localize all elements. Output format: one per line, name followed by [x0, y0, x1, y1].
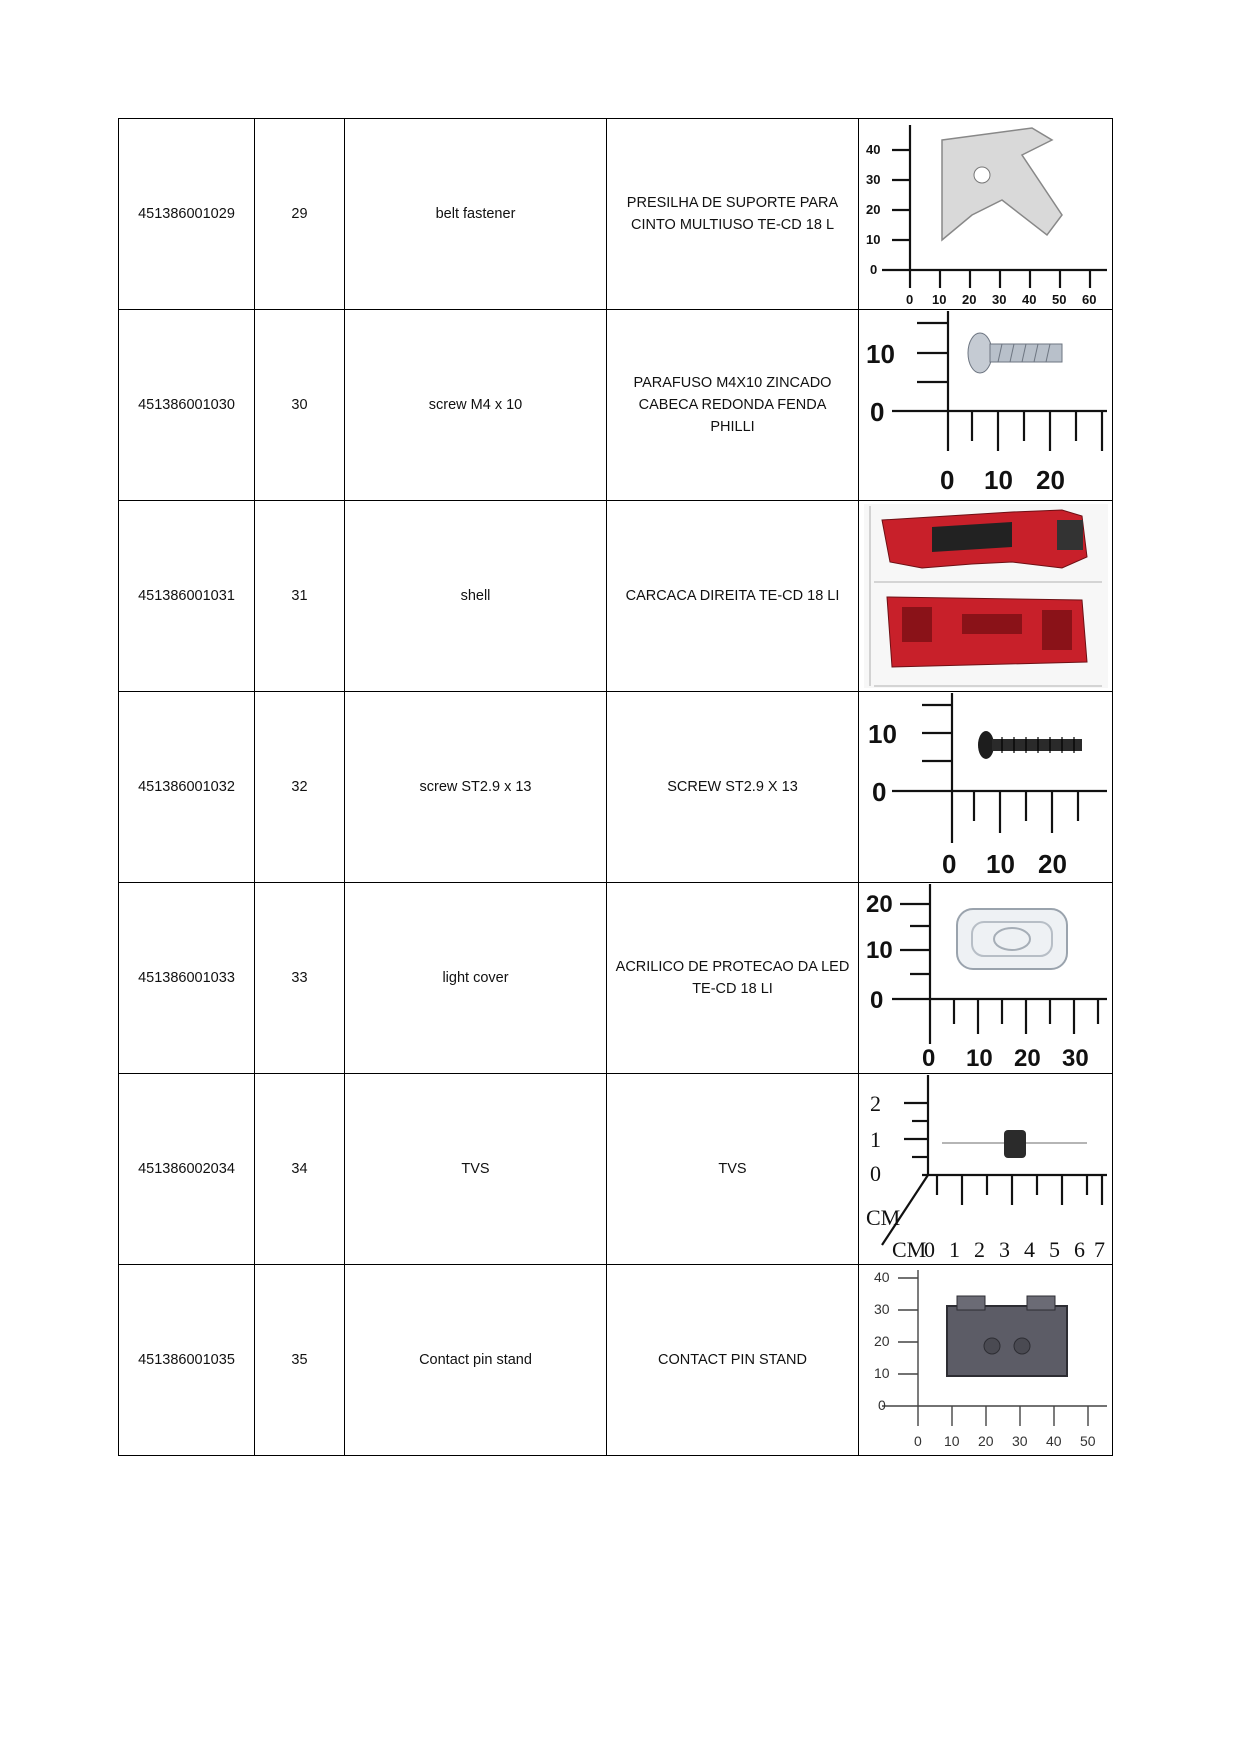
x-tick-label: 20	[961, 292, 976, 307]
parts-table	[118, 118, 1113, 1456]
part-name-en: TVS	[345, 1074, 607, 1265]
table-row	[119, 119, 1113, 310]
item-number: 32	[255, 692, 345, 883]
y-tick-label: 20	[865, 202, 880, 217]
x-tick-label: 30	[991, 292, 1006, 307]
table-row	[119, 501, 1113, 692]
table-row	[119, 692, 1113, 883]
part-name-en: shell	[345, 501, 607, 692]
x-tick-label: 50	[1079, 1433, 1096, 1449]
part-code: 451386001032	[119, 692, 255, 883]
y-tick-label: 0	[869, 1161, 881, 1186]
part-image-cell	[859, 1265, 1113, 1456]
y-tick-label: 20	[873, 1333, 890, 1349]
part-image-cell	[859, 501, 1113, 692]
part-code: 451386002034	[119, 1074, 255, 1265]
part-name-pt: PRESILHA DE SUPORTE PARA CINTO MULTIUSO TE-CD 18 L	[607, 119, 859, 310]
part-name-en: light cover	[345, 883, 607, 1074]
part-code: 451386001035	[119, 1265, 255, 1456]
x-tick-label: 10	[983, 465, 1013, 495]
x-tick-label: 40	[1021, 292, 1036, 307]
x-tick-label: 4	[1023, 1237, 1035, 1262]
lens-photo	[862, 884, 1110, 1072]
y-tick-label: 0	[869, 262, 877, 277]
y-tick-label: 1	[869, 1127, 881, 1152]
item-number: 35	[255, 1265, 345, 1456]
x-tick-label: 5	[1048, 1237, 1060, 1262]
y-tick-label: 0	[869, 397, 884, 427]
x-tick-label: 2	[973, 1237, 985, 1262]
x-tick-label: 0	[921, 1045, 935, 1072]
y-tick-label: 0	[869, 987, 883, 1014]
x-tick-label: 1	[948, 1237, 960, 1262]
y-tick-label: 0	[877, 1397, 886, 1413]
part-name-pt: TVS	[607, 1074, 859, 1265]
item-number: 29	[255, 119, 345, 310]
part-name-pt: CARCACA DIREITA TE-CD 18 LI	[607, 501, 859, 692]
part-code: 451386001031	[119, 501, 255, 692]
part-image-cell	[859, 883, 1113, 1074]
item-number: 30	[255, 310, 345, 501]
x-tick-label: 0	[923, 1237, 935, 1262]
part-code: 451386001033	[119, 883, 255, 1074]
screw-photo	[862, 693, 1110, 881]
x-tick-label: 0	[913, 1433, 922, 1449]
item-number: 33	[255, 883, 345, 1074]
x-tick-label: 7	[1093, 1237, 1105, 1262]
y-tick-label: 30	[865, 172, 880, 187]
part-name-pt: SCREW ST2.9 X 13	[607, 692, 859, 883]
part-name-pt: CONTACT PIN STAND	[607, 1265, 859, 1456]
y-tick-label: 10	[865, 232, 880, 247]
x-tick-label: 20	[977, 1433, 994, 1449]
y-tick-label: 10	[865, 937, 893, 964]
x-tick-label: CM	[891, 1237, 926, 1262]
part-code: 451386001029	[119, 119, 255, 310]
contact-stand-photo	[862, 1266, 1110, 1454]
table-row	[119, 1074, 1113, 1265]
x-tick-label: 20	[1013, 1045, 1041, 1072]
belt-clip-photo	[862, 120, 1110, 308]
part-name-en: belt fastener	[345, 119, 607, 310]
item-number: 34	[255, 1074, 345, 1265]
y-tick-label: 40	[873, 1269, 890, 1285]
part-image-cell	[859, 1074, 1113, 1265]
table-row	[119, 883, 1113, 1074]
y-tick-label: 0	[871, 777, 886, 807]
table-row	[119, 310, 1113, 501]
x-tick-label: 10	[943, 1433, 960, 1449]
y-tick-label: CM	[865, 1205, 900, 1230]
x-tick-label: 3	[998, 1237, 1010, 1262]
part-image-cell	[859, 692, 1113, 883]
housing-photo	[862, 502, 1110, 690]
x-tick-label: 0	[905, 292, 913, 307]
x-tick-label: 30	[1061, 1045, 1089, 1072]
part-image-cell	[859, 119, 1113, 310]
x-tick-label: 60	[1081, 292, 1096, 307]
x-tick-label: 0	[939, 465, 954, 495]
x-tick-label: 40	[1045, 1433, 1062, 1449]
x-tick-label: 50	[1051, 292, 1066, 307]
x-tick-label: 20	[1037, 849, 1067, 879]
x-tick-label: 10	[931, 292, 946, 307]
part-name-en: Contact pin stand	[345, 1265, 607, 1456]
part-name-pt: ACRILICO DE PROTECAO DA LED TE-CD 18 LI	[607, 883, 859, 1074]
y-tick-label: 30	[873, 1301, 890, 1317]
part-name-pt: PARAFUSO M4X10 ZINCADO CABECA REDONDA FENDA PHILLI	[607, 310, 859, 501]
x-tick-label: 6	[1073, 1237, 1085, 1262]
item-number: 31	[255, 501, 345, 692]
table-row	[119, 1265, 1113, 1456]
x-tick-label: 0	[941, 849, 956, 879]
x-tick-label: 20	[1035, 465, 1065, 495]
screw-photo	[862, 311, 1110, 499]
y-tick-label: 40	[865, 142, 880, 157]
x-tick-label: 10	[985, 849, 1015, 879]
y-tick-label: 20	[865, 891, 893, 918]
y-tick-label: 10	[867, 719, 897, 749]
y-tick-label: 10	[873, 1365, 890, 1381]
part-image-cell	[859, 310, 1113, 501]
part-name-en: screw M4 x 10	[345, 310, 607, 501]
x-tick-label: 30	[1011, 1433, 1028, 1449]
part-code: 451386001030	[119, 310, 255, 501]
diode-photo	[862, 1075, 1110, 1263]
y-tick-label: 10	[865, 339, 895, 369]
y-tick-label: 2	[869, 1091, 881, 1116]
part-name-en: screw ST2.9 x 13	[345, 692, 607, 883]
x-tick-label: 10	[965, 1045, 993, 1072]
